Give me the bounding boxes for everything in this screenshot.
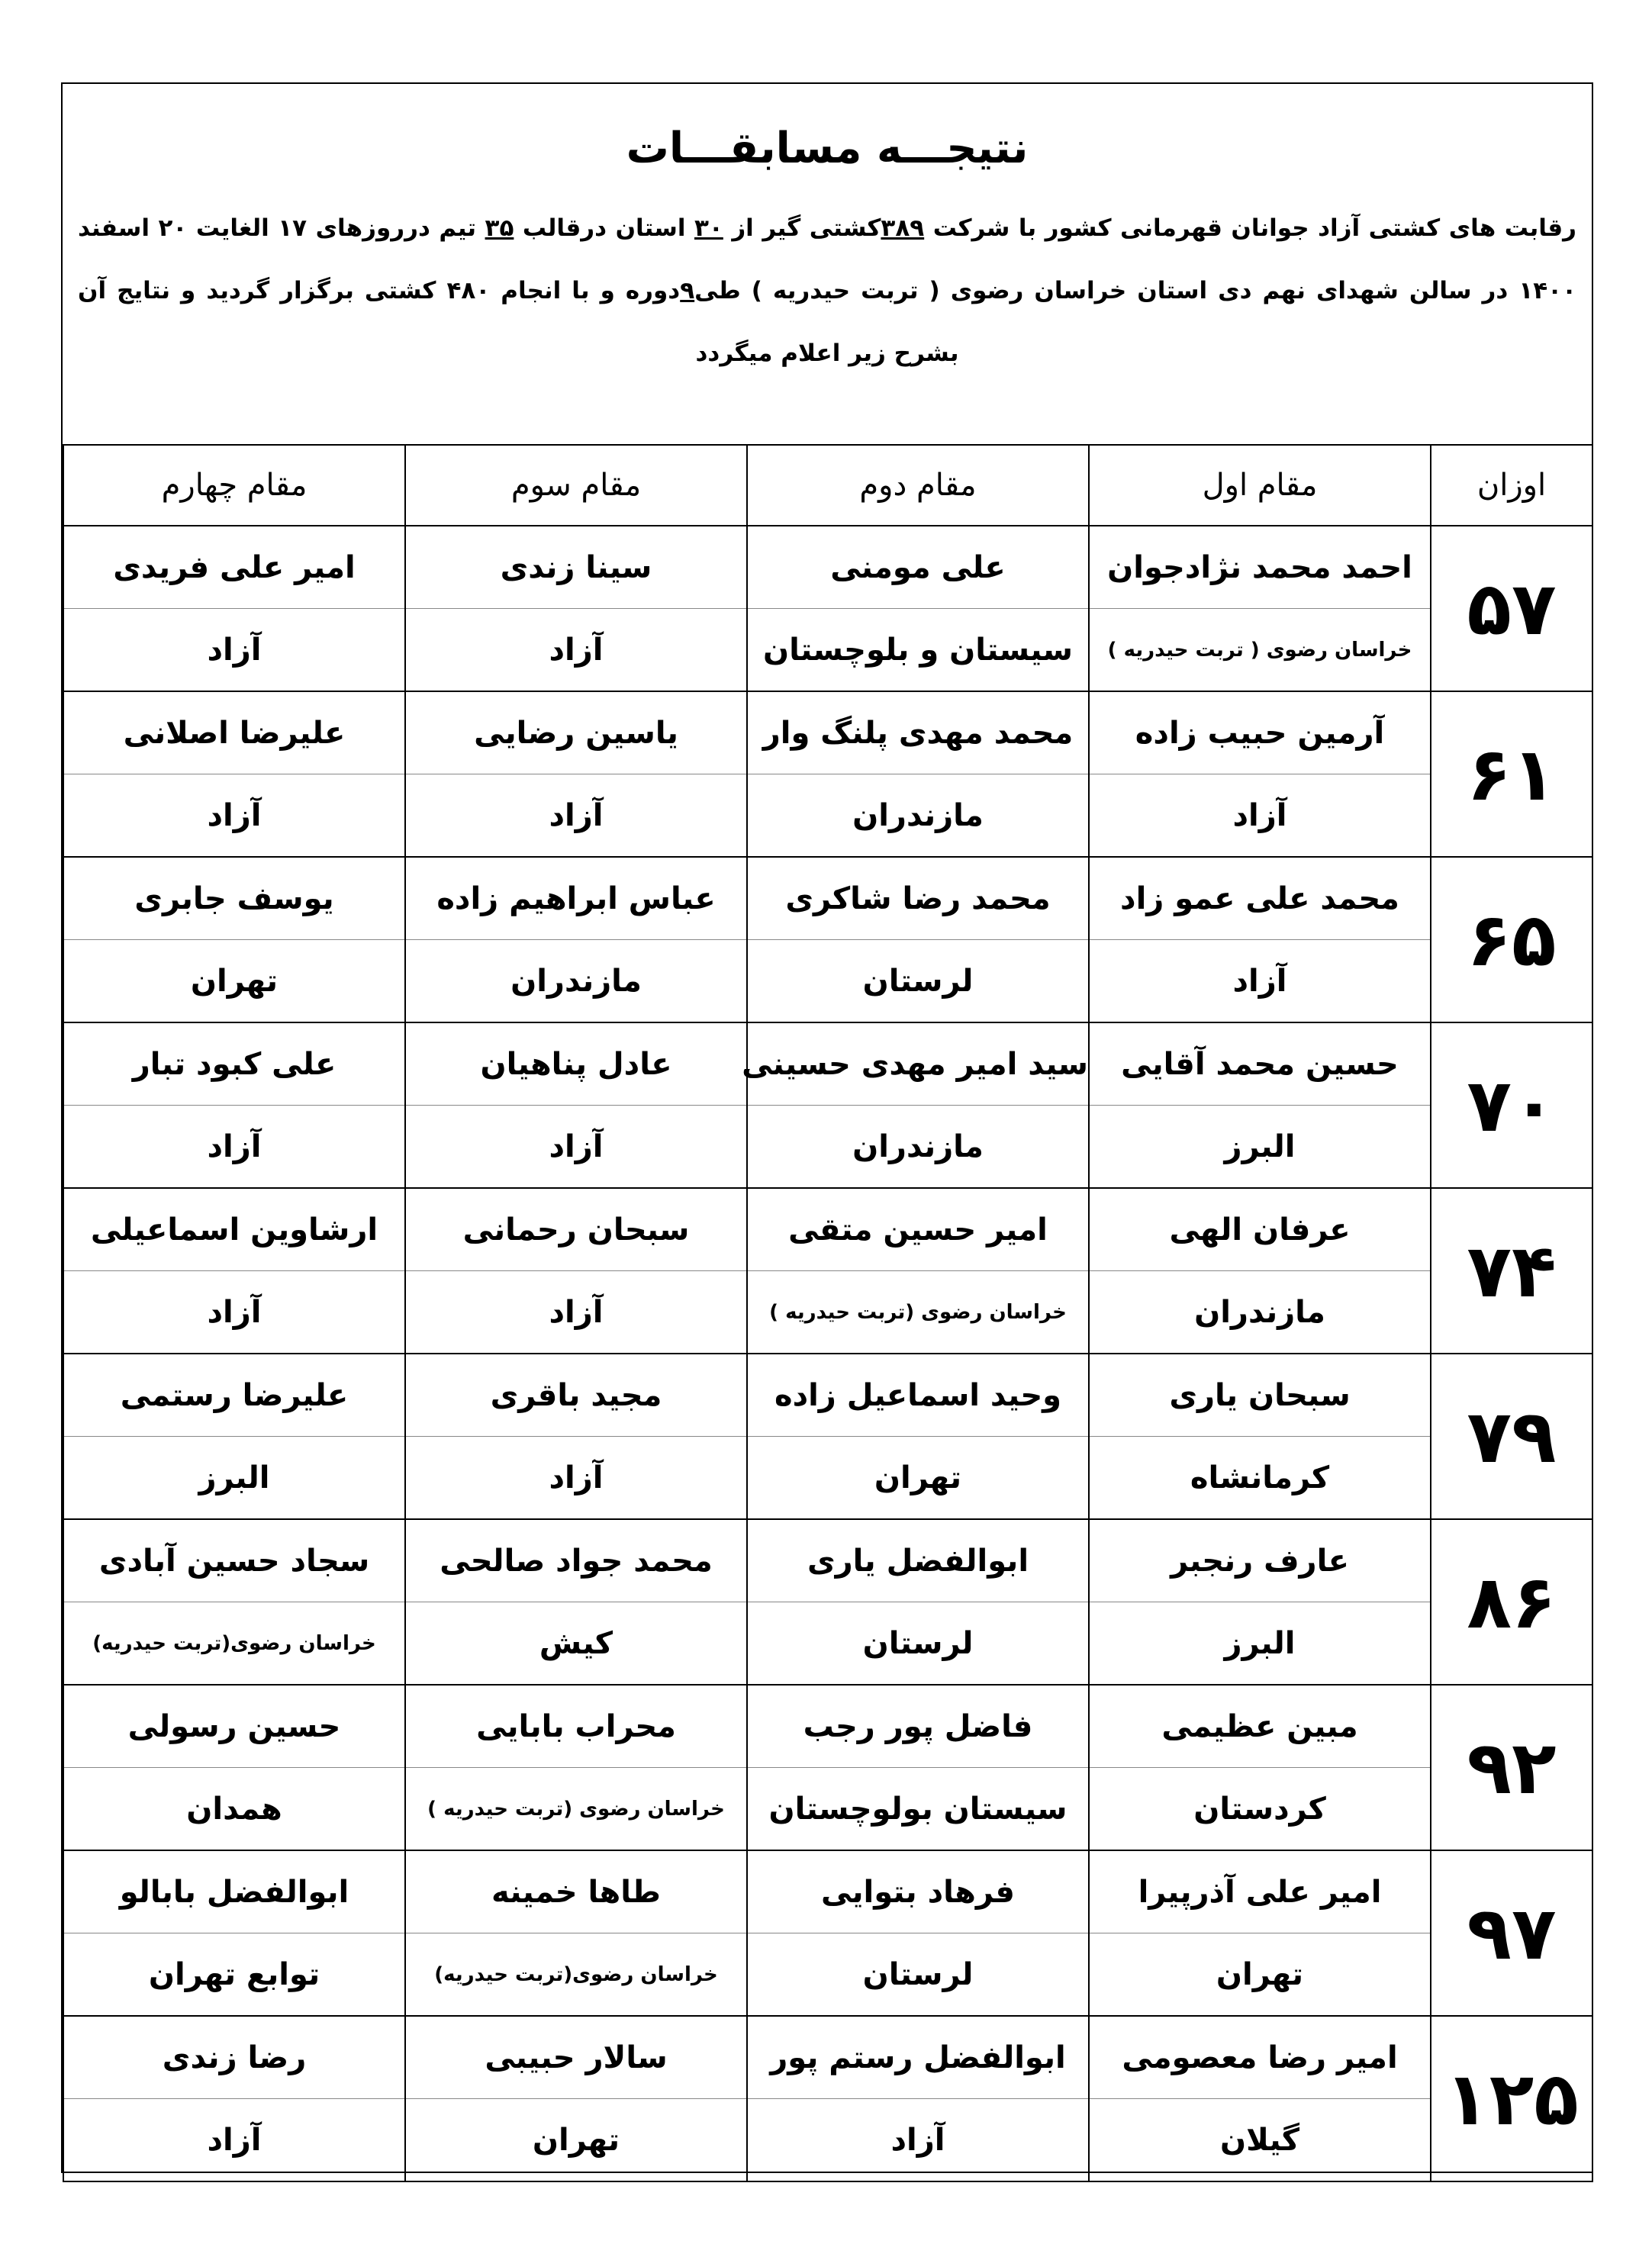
first-place-team: البرز [1089,1602,1431,1686]
fourth-place-team: آزاد [63,1271,405,1354]
third-place-team: آزاد [405,1271,747,1354]
rounds-count: ۹ [680,277,695,304]
table-row [63,1850,1592,1933]
header-first-place: مقام اول [1089,445,1431,526]
first-place-team: گیلان [1089,2099,1431,2182]
fourth-place-team: تهران [63,940,405,1023]
second-place-name: سید امیر مهدی حسینی [747,1022,1089,1106]
teams-count: ۳۵ [485,214,514,242]
results-document [61,82,1593,2173]
second-place-team: لرستان [747,1602,1089,1686]
table-row [63,1271,1592,1354]
fourth-place-name: ارشاوین اسماعیلی [63,1188,405,1271]
second-place-team: لرستان [747,1933,1089,2017]
results-body [63,526,1592,2181]
results-table [63,444,1593,2182]
fourth-place-team: البرز [63,1437,405,1520]
second-place-name: محمد مهدی پلنگ وار [747,691,1089,774]
table-row [63,1768,1592,1851]
second-place-name: ابوالفضل یاری [747,1519,1089,1602]
fourth-place-name: حسین رسولی [63,1685,405,1768]
fourth-place-team: آزاد [63,774,405,858]
table-row [63,609,1592,692]
table-row [63,2099,1592,2182]
weight-class: ۵۷ [1431,526,1592,691]
intro-text-1: رقابت های کشتی آزاد جوانان قهرمانی کشور با شرکت [924,214,1577,242]
table-row [63,526,1592,609]
third-place-name: عباس ابراهیم زاده [405,857,747,940]
third-place-name: مجید باقری [405,1354,747,1437]
provinces-count: ۳۰ [694,214,723,242]
fourth-place-team: آزاد [63,609,405,692]
first-place-team: کرمانشاه [1089,1437,1431,1520]
fourth-place-name: رضا زندی [63,2016,405,2099]
fourth-place-team: خراسان رضوی(تربت حیدریه) [63,1602,405,1686]
weight-class: ۶۵ [1431,857,1592,1022]
first-place-name: حسین محمد آقایی [1089,1022,1431,1106]
first-place-name: آرمین حبیب زاده [1089,691,1431,774]
third-place-name: عادل پناهیان [405,1022,747,1106]
first-place-name: عارف رنجبر [1089,1519,1431,1602]
third-place-team: آزاد [405,1106,747,1189]
fourth-place-name: سجاد حسین آبادی [63,1519,405,1602]
fourth-place-name: ابوالفضل بابالو [63,1850,405,1933]
first-place-name: مبین عظیمی [1089,1685,1431,1768]
second-place-name: محمد رضا شاکری [747,857,1089,940]
table-row [63,1437,1592,1520]
intro-text-2: کشتی گیر از [723,214,881,242]
first-place-team: آزاد [1089,774,1431,858]
weight-class: ۸۶ [1431,1519,1592,1685]
second-place-name: فرهاد بتوایی [747,1850,1089,1933]
second-place-team: سیستان بولوچستان [747,1768,1089,1851]
header-weight: اوزان [1431,445,1592,526]
fourth-place-name: علیرضا رستمی [63,1354,405,1437]
weight-class: ۹۲ [1431,1685,1592,1850]
fourth-place-team: توابع تهران [63,1933,405,2017]
table-row [63,1933,1592,2017]
second-place-name: وحید اسماعیل زاده [747,1354,1089,1437]
header-fourth-place: مقام چهارم [63,445,405,526]
third-place-name: طاها خمینه [405,1850,747,1933]
header-row [63,445,1592,526]
second-place-name: امیر حسین متقی [747,1188,1089,1271]
fourth-place-name: علی کبود تبار [63,1022,405,1106]
third-place-team: تهران [405,2099,747,2182]
third-place-team: آزاد [405,609,747,692]
first-place-team: البرز [1089,1106,1431,1189]
third-place-name: محمد جواد صالحی [405,1519,747,1602]
intro-text-5: دوره و با انجام ۴۸۰ کشتی برگزار گردید و نتایج آن بشرح زیر اعلام میگردد [78,277,959,367]
weight-class: ۱۲۵ [1431,2016,1592,2181]
third-place-team: خراسان رضوی (تربت حیدریه ) [405,1768,747,1851]
table-row [63,940,1592,1023]
table-row [63,1354,1592,1437]
first-place-team: مازندران [1089,1271,1431,1354]
first-place-name: محمد علی عمو زاد [1089,857,1431,940]
header-second-place: مقام دوم [747,445,1089,526]
weight-class: ۷۴ [1431,1188,1592,1354]
second-place-team: لرستان [747,940,1089,1023]
third-place-team: کیش [405,1602,747,1686]
third-place-team: آزاد [405,1437,747,1520]
third-place-name: سینا زندی [405,526,747,609]
third-place-team: خراسان رضوی(تربت حیدریه) [405,1933,747,2017]
second-place-team: تهران [747,1437,1089,1520]
second-place-team: مازندران [747,1106,1089,1189]
table-row [63,857,1592,940]
participants-count: ۳۸۹ [881,214,925,242]
fourth-place-name: علیرضا اصلانی [63,691,405,774]
intro-paragraph [63,183,1592,469]
third-place-name: یاسین رضایی [405,691,747,774]
third-place-name: سبحان رحمانی [405,1188,747,1271]
fourth-place-name: امیر علی فریدی [63,526,405,609]
table-row [63,2016,1592,2099]
weight-class: ۷۰ [1431,1022,1592,1188]
weight-class: ۹۷ [1431,1850,1592,2016]
intro-text-4: تیم درروزهای ۱۷ الغایت ۲۰ اسفند ۱۴۰۰ در سالن شهدای نهم دی استان خراسان رضوی ( تربت حیدریه ) طی [78,214,1577,304]
table-row [63,1188,1592,1271]
second-place-team: خراسان رضوی (تربت حیدریه ) [747,1271,1089,1354]
weight-class: ۶۱ [1431,691,1592,857]
second-place-name: ابوالفضل رستم پور [747,2016,1089,2099]
third-place-team: مازندران [405,940,747,1023]
third-place-team: آزاد [405,774,747,858]
page-title: نتیجـــه مسابقـــات [626,124,1029,173]
third-place-name: سالار حبیبی [405,2016,747,2099]
second-place-name: فاضل پور رجب [747,1685,1089,1768]
first-place-team: کردستان [1089,1768,1431,1851]
second-place-team: مازندران [747,774,1089,858]
first-place-name: احمد محمد نژادجوان [1089,526,1431,609]
fourth-place-team: آزاد [63,2099,405,2182]
table-row [63,691,1592,774]
weight-class: ۷۹ [1431,1354,1592,1519]
first-place-team: تهران [1089,1933,1431,2017]
intro-text-3: استان درقالب [514,214,694,242]
first-place-name: سبحان یاری [1089,1354,1431,1437]
table-row [63,1602,1592,1686]
third-place-name: محراب بابایی [405,1685,747,1768]
first-place-team: آزاد [1089,940,1431,1023]
table-row [63,1685,1592,1768]
table-row [63,1519,1592,1602]
fourth-place-name: یوسف جابری [63,857,405,940]
first-place-team: خراسان رضوی ( تربت حیدریه ) [1089,609,1431,692]
first-place-name: امیر رضا معصومی [1089,2016,1431,2099]
table-row [63,774,1592,858]
first-place-name: عرفان الهی [1089,1188,1431,1271]
second-place-team: آزاد [747,2099,1089,2182]
header-third-place: مقام سوم [405,445,747,526]
fourth-place-team: همدان [63,1768,405,1851]
table-row [63,1106,1592,1189]
table-row [63,1022,1592,1106]
second-place-name: علی مومنی [747,526,1089,609]
fourth-place-team: آزاد [63,1106,405,1189]
second-place-team: سیستان و بلوچستان [747,609,1089,692]
first-place-name: امیر علی آذرپیرا [1089,1850,1431,1933]
